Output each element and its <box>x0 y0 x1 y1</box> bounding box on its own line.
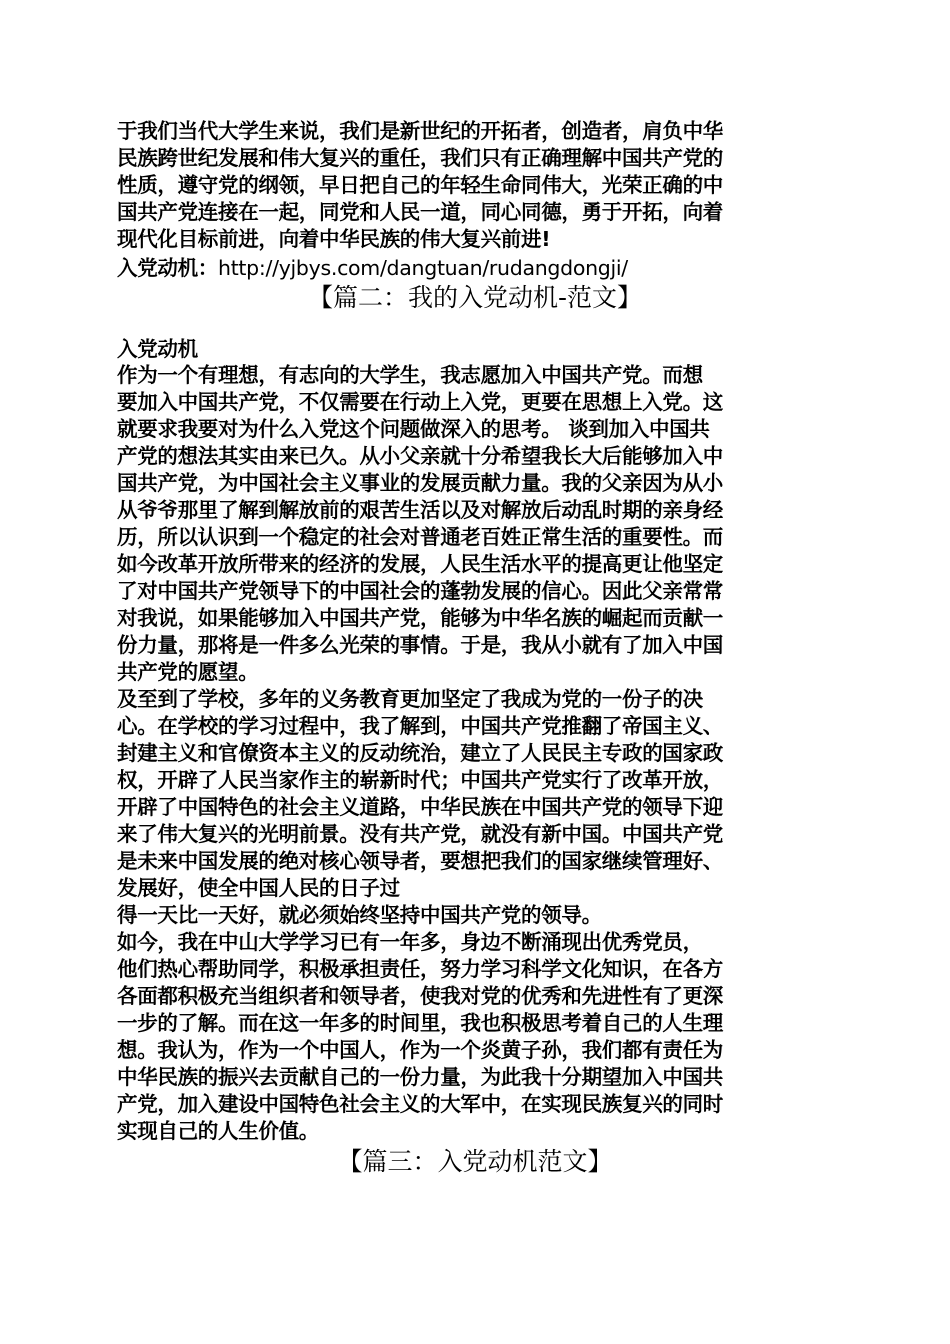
section2-line: 了对中国共产党领导下的中国社会的蓬勃发展的信心。因此父亲常常 <box>117 579 723 603</box>
section2-line: 作为一个有理想，有志向的大学生，我志愿加入中国共产党。而想 <box>117 363 703 387</box>
section2-line: 开辟了中国特色的社会主义道路，中华民族在中国共产党的领导下迎 <box>117 795 723 819</box>
section2-line: 发展好，使全中国人民的日子过 <box>117 876 400 900</box>
section2-line: 权，开辟了人民当家作主的崭新时代；中国共产党实行了改革开放， <box>117 768 723 792</box>
source-link-line <box>117 255 837 281</box>
source-link-url[interactable]: http://yjbys.com/dangtuan/rudangdongji/ <box>218 256 628 280</box>
section3-heading: 【篇三：入党动机范文】 <box>337 1147 613 1176</box>
section2-line: 一步的了解。而在这一年多的时间里，我也积极思考着自己的人生理 <box>117 1011 723 1035</box>
section2-line: 实现自己的人生价值。 <box>117 1119 319 1143</box>
section2-line: 份力量，那将是一件多么光荣的事情。于是，我从小就有了加入中国 <box>117 633 723 657</box>
section2-line: 要加入中国共产党，不仅需要在行动上入党，更要在思想上入党。这 <box>117 390 723 414</box>
section2-subtitle: 入党动机 <box>117 337 198 361</box>
section2-line: 各面都积极充当组织者和领导者，使我对党的优秀和先进性有了更深 <box>117 984 723 1008</box>
section2-line: 心。在学校的学习过程中，我了解到，中国共产党推翻了帝国主义、 <box>117 714 723 738</box>
intro-line: 民族跨世纪发展和伟大复兴的重任，我们只有正确理解中国共产党的 <box>117 146 723 170</box>
section2-line: 中华民族的振兴去贡献自己的一份力量，为此我十分期望加入中国共 <box>117 1065 723 1089</box>
section2-line: 国共产党，为中国社会主义事业的发展贡献力量。我的父亲因为从小 <box>117 471 723 495</box>
section2-line: 就要求我要对为什么入党这个问题做深入的思考。 谈到加入中国共 <box>117 417 710 441</box>
section2-line: 封建主义和官僚资本主义的反动统治，建立了人民民主专政的国家政 <box>117 741 723 765</box>
intro-line: 于我们当代大学生来说，我们是新世纪的开拓者，创造者，肩负中华 <box>117 119 723 143</box>
section2-line: 历，所以认识到一个稳定的社会对普通老百姓正常生活的重要性。而 <box>117 525 723 549</box>
section2-line: 产党的想法其实由来已久。从小父亲就十分希望我长大后能够加入中 <box>117 444 723 468</box>
section2-line: 得一天比一天好，就必须始终坚持中国共产党的领导。 <box>117 903 602 927</box>
section2-line: 想。我认为，作为一个中国人，作为一个炎黄子孙，我们都有责任为 <box>117 1038 723 1062</box>
section2-line: 产党，加入建设中国特色社会主义的大军中，在实现民族复兴的同时 <box>117 1092 723 1116</box>
intro-line: 现代化目标前进，向着中华民族的伟大复兴前进! <box>117 227 551 251</box>
section2-line: 他们热心帮助同学，积极承担责任，努力学习科学文化知识，在各方 <box>117 957 723 981</box>
section2-line: 共产党的愿望。 <box>117 660 259 684</box>
section2-line: 来了伟大复兴的光明前景。没有共产党，就没有新中国。中国共产党 <box>117 822 723 846</box>
intro-line: 国共产党连接在一起，同党和人民一道，同心同德，勇于开拓，向着 <box>117 200 723 224</box>
source-link-label: 入党动机： <box>117 256 218 280</box>
section2-line: 从爷爷那里了解到解放前的艰苦生活以及对解放后动乱时期的亲身经 <box>117 498 723 522</box>
section2-heading: 【篇二：我的入党动机-范文】 <box>307 283 643 312</box>
section2-line: 及至到了学校，多年的义务教育更加坚定了我成为党的一份子的决 <box>117 687 703 711</box>
section2-line: 如今，我在中山大学学习已有一年多，身边不断涌现出优秀党员， <box>117 930 703 954</box>
section2-line: 如今改革开放所带来的经济的发展，人民生活水平的提高更让他坚定 <box>117 552 723 576</box>
section2-line: 对我说，如果能够加入中国共产党，能够为中华名族的崛起而贡献一 <box>117 606 723 630</box>
intro-line: 性质，遵守党的纲领，早日把自己的年轻生命同伟大，光荣正确的中 <box>117 173 723 197</box>
section2-line: 是未来中国发展的绝对核心领导者，要想把我们的国家继续管理好、 <box>117 849 723 873</box>
